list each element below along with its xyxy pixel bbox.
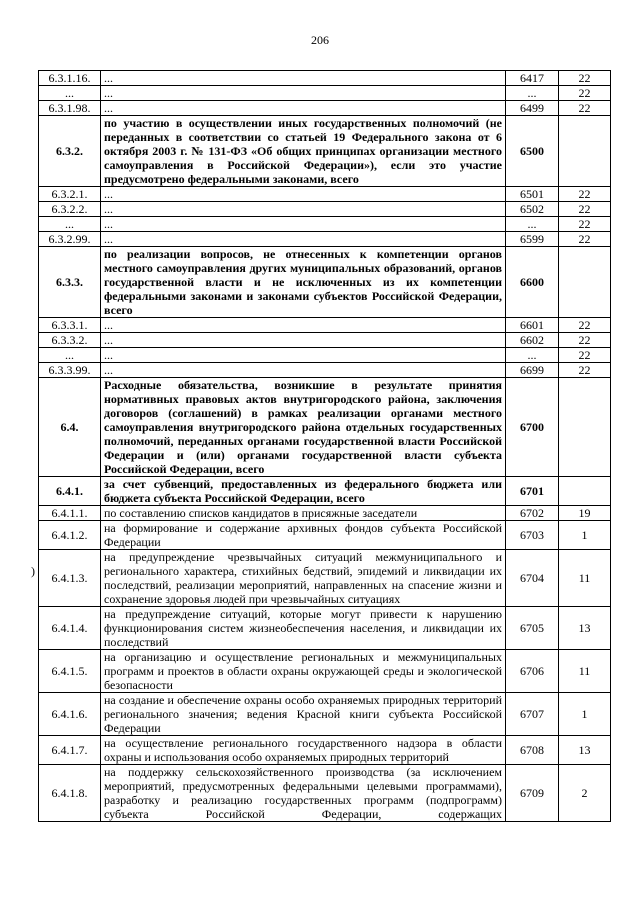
- row-code: 6.3.2.: [39, 116, 101, 187]
- row-line-number: 6499: [506, 101, 559, 116]
- row-value: [559, 477, 611, 506]
- margin-mark: ): [31, 564, 35, 578]
- row-code: 6.4.1.4.: [39, 607, 101, 650]
- row-code: 6.4.: [39, 378, 101, 477]
- row-code: 6.3.2.99.: [39, 232, 101, 247]
- table-row: [39, 187, 611, 202]
- row-description: ...: [101, 86, 506, 101]
- row-code: 6.3.3.2.: [39, 333, 101, 348]
- table-row: [39, 378, 611, 477]
- table-row: [39, 506, 611, 521]
- row-line-number: 6701: [506, 477, 559, 506]
- table-row: [39, 363, 611, 378]
- table-row: [39, 477, 611, 506]
- row-value: 22: [559, 202, 611, 217]
- row-code: ...: [39, 348, 101, 363]
- row-line-number: 6709: [506, 765, 559, 822]
- table-row: [39, 650, 611, 693]
- row-line-number: 6707: [506, 693, 559, 736]
- row-code: 6.4.1.2.: [39, 521, 101, 550]
- row-value: 22: [559, 86, 611, 101]
- table-row: [39, 550, 611, 607]
- row-code: 6.4.1.: [39, 477, 101, 506]
- expense-table: [38, 70, 611, 822]
- row-line-number: ...: [506, 217, 559, 232]
- row-description: за счет субвенций, предоставленных из федерального бюджета или бюджета субъекта Российской Федерации, всего: [101, 477, 506, 506]
- row-line-number: 6599: [506, 232, 559, 247]
- row-code: 6.3.2.2.: [39, 202, 101, 217]
- row-description: ...: [101, 333, 506, 348]
- row-description: ...: [101, 187, 506, 202]
- row-code: ...: [39, 217, 101, 232]
- row-value: [559, 116, 611, 187]
- row-description: ...: [101, 348, 506, 363]
- table-row: [39, 116, 611, 187]
- table-row: [39, 693, 611, 736]
- row-line-number: 6501: [506, 187, 559, 202]
- row-value: 2: [559, 765, 611, 822]
- table-row: [39, 71, 611, 86]
- row-code: 6.4.1.1.: [39, 506, 101, 521]
- table-row: [39, 348, 611, 363]
- row-line-number: 6702: [506, 506, 559, 521]
- row-value: 13: [559, 736, 611, 765]
- row-line-number: 6502: [506, 202, 559, 217]
- row-code: 6.3.3.99.: [39, 363, 101, 378]
- row-description: ...: [101, 217, 506, 232]
- row-line-number: 6500: [506, 116, 559, 187]
- row-value: 22: [559, 217, 611, 232]
- row-description: ...: [101, 318, 506, 333]
- row-code: 6.3.2.1.: [39, 187, 101, 202]
- row-line-number: 6703: [506, 521, 559, 550]
- row-code: 6.4.1.8.: [39, 765, 101, 822]
- row-line-number: 6601: [506, 318, 559, 333]
- row-line-number: ...: [506, 348, 559, 363]
- row-value: [559, 378, 611, 477]
- row-value: 11: [559, 650, 611, 693]
- row-value: 22: [559, 232, 611, 247]
- row-line-number: 6708: [506, 736, 559, 765]
- table-row: [39, 318, 611, 333]
- row-value: 22: [559, 318, 611, 333]
- row-description: ...: [101, 101, 506, 116]
- table-row: [39, 247, 611, 318]
- row-description: ...: [101, 363, 506, 378]
- row-description: Расходные обязательства, возникшие в результате принятия нормативных правовых актов внутригородского района, заключения договоров (соглашений) в рамках реализации органами местного самоуправления внутригородского района отдельных государственных полномочий, переданных органами государственной власти Российской Федерации и (или) органами государственной власти субъекта Российской Федерации, всего: [101, 378, 506, 477]
- table-row: [39, 202, 611, 217]
- row-description: ...: [101, 71, 506, 86]
- row-code: 6.3.3.: [39, 247, 101, 318]
- row-code: 6.3.1.16.: [39, 71, 101, 86]
- row-description: по составлению списков кандидатов в присяжные заседатели: [101, 506, 506, 521]
- row-description: на создание и обеспечение охраны особо охраняемых природных территорий регионального значения; ведения Красной книги субъекта Российской Федерации: [101, 693, 506, 736]
- row-description: на формирование и содержание архивных фондов субъекта Российской Федерации: [101, 521, 506, 550]
- row-description: ...: [101, 232, 506, 247]
- row-line-number: 6705: [506, 607, 559, 650]
- row-code: 6.3.1.98.: [39, 101, 101, 116]
- row-line-number: 6699: [506, 363, 559, 378]
- row-value: 22: [559, 363, 611, 378]
- row-code: 6.4.1.5.: [39, 650, 101, 693]
- row-line-number: 6602: [506, 333, 559, 348]
- row-description: на предупреждение ситуаций, которые могут привести к нарушению функционирования систем жизнеобеспечения населения, и ликвидации их последствий: [101, 607, 506, 650]
- page-number: 206: [311, 33, 329, 47]
- row-description: по реализации вопросов, не отнесенных к компетенции органов местного самоуправления других муниципальных образований, органов государственной власти и не исключенных из их компетенции федеральными законами и законами субъектов Российской Федерации, всего: [101, 247, 506, 318]
- row-value: 19: [559, 506, 611, 521]
- row-value: 22: [559, 348, 611, 363]
- row-code: 6.4.1.3.: [39, 550, 101, 607]
- row-description: на поддержку сельскохозяйственного производства (за исключением мероприятий, предусмотренных федеральными целевыми программами), разработку и реализацию государственных программ (подпрограмм) субъекта Российской Федерации, содержащих: [101, 765, 506, 822]
- row-line-number: 6417: [506, 71, 559, 86]
- table-row: [39, 101, 611, 116]
- row-line-number: ...: [506, 86, 559, 101]
- row-line-number: 6706: [506, 650, 559, 693]
- table-row: [39, 736, 611, 765]
- row-description: ...: [101, 202, 506, 217]
- row-value: 13: [559, 607, 611, 650]
- table-row: [39, 86, 611, 101]
- table-row: [39, 765, 611, 822]
- row-value: 22: [559, 101, 611, 116]
- row-line-number: 6704: [506, 550, 559, 607]
- row-description: по участию в осуществлении иных государственных полномочий (не переданных в соответствии со статьей 19 Федерального закона от 6 октября 2003 г. № 131-ФЗ «Об общих принципах организации местного самоуправления в Российской Федерации»), если это участие предусмотрено федеральными законами, всего: [101, 116, 506, 187]
- row-value: 22: [559, 187, 611, 202]
- row-value: [559, 247, 611, 318]
- row-code: 6.3.3.1.: [39, 318, 101, 333]
- row-description: на осуществление регионального государственного надзора в области охраны и использования особо охраняемых природных территорий: [101, 736, 506, 765]
- row-value: 11: [559, 550, 611, 607]
- row-code: 6.4.1.6.: [39, 693, 101, 736]
- row-description: на предупреждение чрезвычайных ситуаций межмуниципального и регионального характера, стихийных бедствий, эпидемий и ликвидации их последствий, реализации мероприятий, направленных на спасение жизни и сохранение здоровья людей при чрезвычайных ситуациях: [101, 550, 506, 607]
- row-description: на организацию и осуществление региональных и межмуниципальных программ и проектов в области охраны окружающей среды и экологической безопасности: [101, 650, 506, 693]
- table-row: [39, 333, 611, 348]
- row-line-number: 6600: [506, 247, 559, 318]
- table-row: [39, 521, 611, 550]
- row-value: 1: [559, 521, 611, 550]
- row-value: 22: [559, 71, 611, 86]
- row-code: ...: [39, 86, 101, 101]
- row-line-number: 6700: [506, 378, 559, 477]
- table-row: [39, 607, 611, 650]
- row-value: 1: [559, 693, 611, 736]
- row-code: 6.4.1.7.: [39, 736, 101, 765]
- table-row: [39, 232, 611, 247]
- table-row: [39, 217, 611, 232]
- row-value: 22: [559, 333, 611, 348]
